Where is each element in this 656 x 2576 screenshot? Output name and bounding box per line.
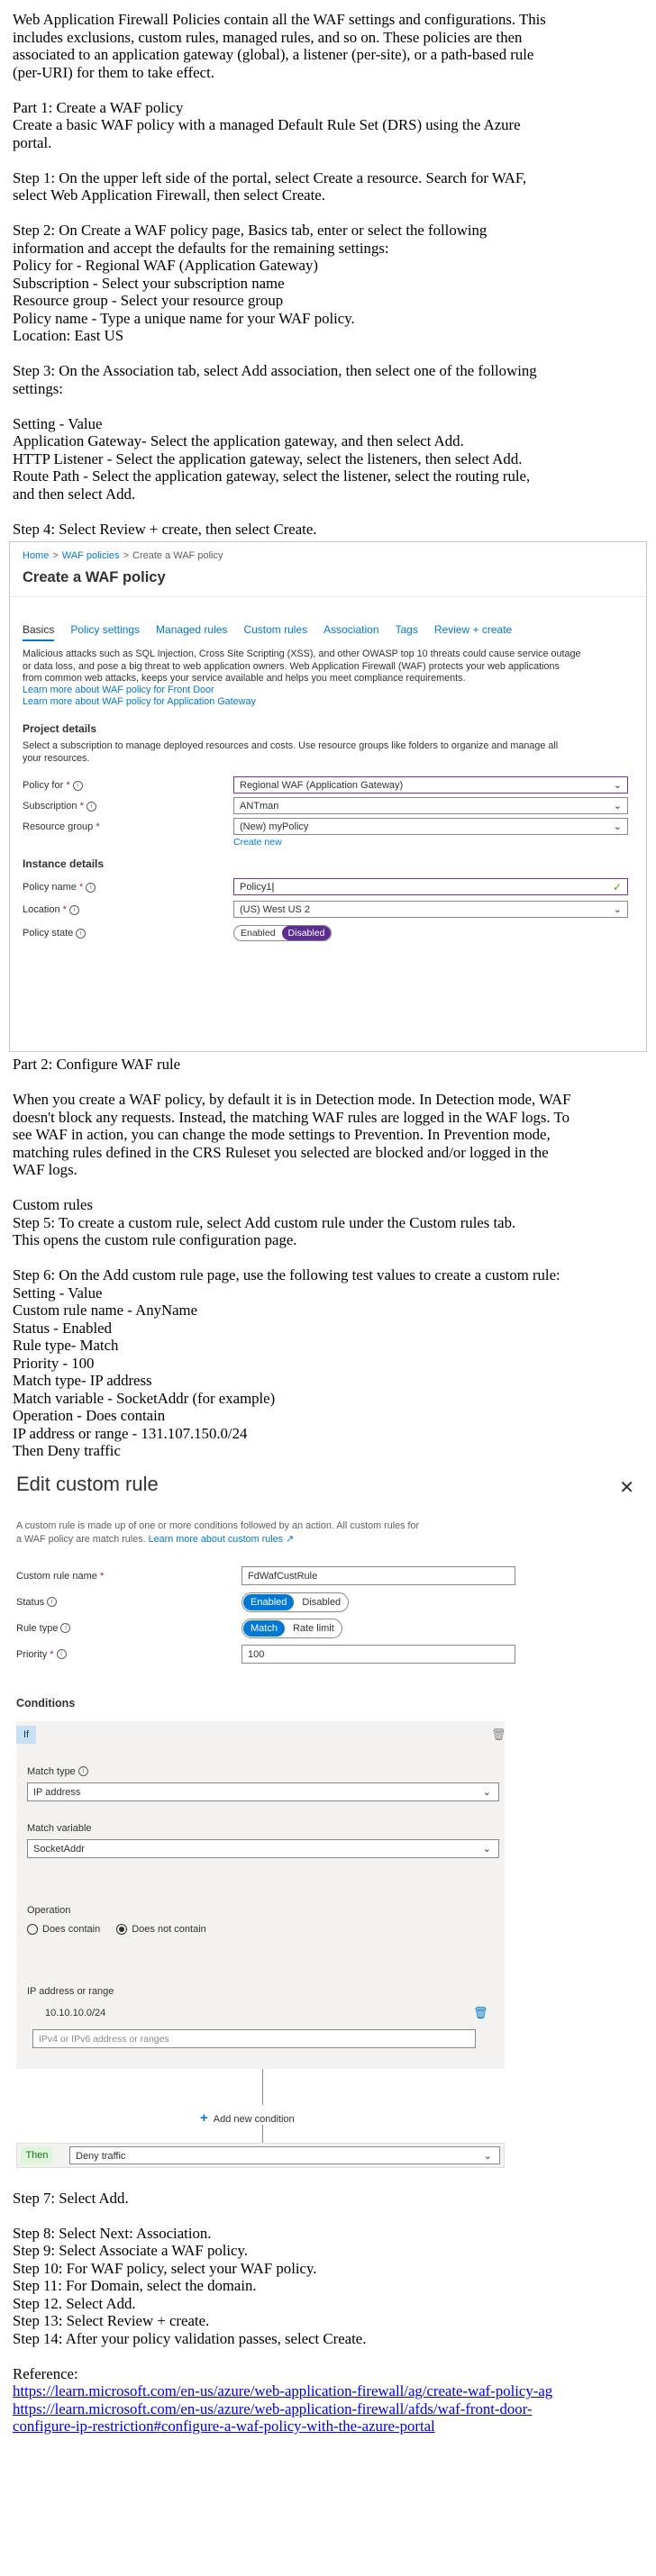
- then-action-value: Deny traffic: [76, 2150, 126, 2162]
- operation-radio-group: [27, 1924, 206, 1935]
- step2-line: Step 2: On Create a WAF policy page, Basics tab, enter or select the following: [13, 222, 487, 239]
- link-front-door[interactable]: Learn more about WAF policy for Front Door: [23, 685, 214, 695]
- step6-line: Match variable - SocketAddr (for example): [13, 1389, 276, 1407]
- subscription-label: Subscription * i: [23, 801, 96, 812]
- step2-line: Subscription - Select your subscription name: [13, 274, 285, 292]
- breadcrumb-current: Create a WAF policy: [132, 550, 223, 561]
- chevron-down-icon: ⌄: [613, 801, 622, 812]
- policy-state-toggle[interactable]: [233, 925, 332, 941]
- intro-line: (per-URI) for them to take effect.: [13, 63, 214, 81]
- info-icon: i: [73, 781, 83, 791]
- intro-line: Web Application Firewall Policies contain all the WAF settings and configurations. This: [13, 11, 546, 28]
- step3-setting: and then select Add.: [13, 485, 136, 503]
- info-icon: i: [76, 929, 86, 939]
- step3-setting: Application Gateway- Select the application gateway, and then select Add.: [13, 432, 464, 449]
- description-line: or data loss, and pose a big threat to web application owners. Web Application Firewall (WAF) protects your web applications: [23, 660, 560, 672]
- rule-type-label: Rule type i: [16, 1623, 70, 1634]
- custom-rules-line: Step 5: To create a custom rule, select Add custom rule under the Custom rules tab.: [13, 1213, 516, 1231]
- part2-section: [0, 1052, 656, 1460]
- panel-description: [16, 1519, 611, 1547]
- add-condition-button[interactable]: [200, 2110, 295, 2126]
- policy-name-label: Policy name * i: [23, 882, 96, 893]
- rule-name-input[interactable]: FdWafCustRule: [241, 1566, 515, 1585]
- chevron-down-icon: ⌄: [613, 821, 622, 832]
- info-icon: i: [78, 1766, 88, 1776]
- create-new-link[interactable]: Create new: [233, 837, 282, 848]
- step6-line: Step 6: On the Add custom rule page, use the following test values to create a custom rule:: [13, 1266, 560, 1283]
- page-title: Create a WAF policy: [23, 569, 166, 585]
- edit-custom-rule-screenshot: [9, 1465, 647, 2069]
- step6-line: Custom rule name - AnyName: [13, 1302, 198, 1319]
- location-label: Location * i: [23, 904, 79, 915]
- plus-icon: +: [200, 2109, 208, 2126]
- add-condition-label: Add new condition: [213, 2113, 295, 2125]
- part2-desc-line: WAF logs.: [13, 1161, 77, 1178]
- status-toggle[interactable]: [241, 1592, 349, 1612]
- step-line: Step 8: Select Next: Association.: [13, 2224, 212, 2242]
- part2-desc-line: see WAF in action, you can change the mode settings to Prevention. In Prevention mode,: [13, 1126, 551, 1143]
- policy-for-select[interactable]: [233, 776, 628, 794]
- step6-line: IP address or range - 131.107.150.0/24: [13, 1424, 248, 1442]
- step3-line: settings:: [13, 379, 63, 397]
- step-line: Step 9: Select Associate a WAF policy.: [13, 2242, 249, 2259]
- resource-group-select[interactable]: [233, 818, 628, 835]
- step6-line: Status - Enabled: [13, 1319, 112, 1337]
- priority-label: Priority * i: [16, 1649, 67, 1660]
- step6-line: Operation - Does contain: [13, 1407, 166, 1424]
- status-label: Status i: [16, 1597, 57, 1608]
- match-variable-value: SocketAddr: [33, 1843, 85, 1855]
- panel-desc-line: a WAF policy are match rules.: [16, 1533, 146, 1545]
- edit-custom-rule-footer: [9, 2069, 647, 2186]
- match-variable-label: Match variable: [27, 1822, 92, 1834]
- resource-group-value: (New) myPolicy: [240, 821, 309, 832]
- state-disabled-option[interactable]: Disabled: [282, 926, 332, 940]
- description-line: from common web attacks, keeps your service available and helps you meet compliance requirements.: [23, 673, 466, 684]
- chevron-down-icon: ⌄: [483, 2150, 492, 2162]
- match-type-select[interactable]: [27, 1782, 499, 1801]
- policy-name-value: Policy1: [240, 882, 272, 893]
- intro-line: includes exclusions, custom rules, managed rules, and so on. These policies are then: [13, 28, 523, 46]
- close-icon[interactable]: ✕: [619, 1477, 634, 1498]
- panel-desc-line: A custom rule is made up of one or more conditions followed by an action. All custom rules for: [16, 1519, 420, 1531]
- policy-name-input[interactable]: Policy1| ✓: [233, 878, 628, 895]
- step-line: Step 13: Select Review + create.: [13, 2312, 210, 2329]
- part2-desc-line: matching rules defined in the CRS Ruleset you selected are blocked and/or logged in the: [13, 1143, 549, 1161]
- policy-state-label: Policy state i: [23, 928, 86, 939]
- step2-line: Resource group - Select your resource group: [13, 292, 284, 309]
- step3-setting: Route Path - Select the application gateway, select the listener, select the routing rule,: [13, 467, 531, 485]
- ip-range-value: 10.10.10.0/24: [45, 2007, 106, 2018]
- info-icon: i: [69, 905, 79, 915]
- tab-bar: [23, 623, 528, 641]
- part1-heading: Part 1: Create a WAF policy: [13, 98, 184, 116]
- then-tag: Then: [21, 2146, 53, 2164]
- state-enabled-option[interactable]: Enabled: [241, 928, 276, 939]
- ip-range-input[interactable]: IPv4 or IPv6 address or ranges: [32, 2029, 476, 2048]
- status-disabled-option[interactable]: Disabled: [302, 1596, 342, 1608]
- then-action-select[interactable]: [69, 2146, 500, 2164]
- then-box: [16, 2143, 505, 2168]
- step-line: Step 14: After your policy validation passes, select Create.: [13, 2329, 367, 2347]
- chevron-down-icon: ⌄: [613, 904, 622, 915]
- step1-line: Step 1: On the upper left side of the portal, select Create a resource. Search for WAF,: [13, 168, 527, 186]
- project-details-desc: [23, 740, 633, 765]
- part1-line: Create a basic WAF policy with a managed Default Rule Set (DRS) using the Azure: [13, 116, 521, 133]
- step-line: Step 10: For WAF policy, select your WAF policy.: [13, 2259, 317, 2277]
- does-contain-label: Does contain: [42, 1923, 101, 1935]
- project-desc-line: Select a subscription to manage deployed resources and costs. Use resource groups like folders to organize and manage all: [23, 740, 559, 751]
- step6-line: Rule type- Match: [13, 1337, 119, 1354]
- reference-link[interactable]: configure-ip-restriction#configure-a-waf-policy-with-the-azure-portal: [13, 2417, 435, 2435]
- info-icon: i: [87, 802, 96, 812]
- checkmark-icon: ✓: [612, 881, 622, 893]
- intro-line: associated to an application gateway (global), a listener (per-site), or a path-based rule: [13, 46, 534, 63]
- match-variable-select[interactable]: [27, 1839, 499, 1858]
- operation-label: Operation: [27, 1904, 71, 1916]
- final-steps: [0, 2186, 656, 2435]
- step6-line: Match type- IP address: [13, 1372, 152, 1389]
- tab-custom-rules[interactable]: Custom rules: [243, 623, 308, 636]
- step2-line: information and accept the defaults for the remaining settings:: [13, 239, 389, 257]
- step6-line: Then Deny traffic: [13, 1442, 121, 1459]
- reference-label: Reference:: [13, 2364, 78, 2382]
- intro-paragraph: [0, 0, 656, 538]
- tab-policy-settings[interactable]: Policy settings: [70, 623, 141, 636]
- step-line: Step 11: For Domain, select the domain.: [13, 2277, 257, 2294]
- external-link-icon: ↗: [286, 1533, 295, 1545]
- project-desc-line: your resources.: [23, 752, 90, 764]
- breadcrumb-waf-policies[interactable]: WAF policies: [61, 550, 120, 561]
- tab-review-create[interactable]: Review + create: [433, 623, 513, 636]
- breadcrumb-home[interactable]: Home: [23, 550, 50, 561]
- project-details-heading: Project details: [23, 722, 97, 735]
- radio-does-contain[interactable]: [27, 1924, 38, 1935]
- subscription-select[interactable]: [233, 797, 628, 814]
- tab-association[interactable]: Association: [323, 623, 379, 636]
- policy-for-value: Regional WAF (Application Gateway): [240, 780, 404, 791]
- part1-line: portal.: [13, 133, 52, 151]
- reference-link[interactable]: https://learn.microsoft.com/en-us/azure/web-application-firewall/ag/create-waf-policy-ag: [13, 2382, 553, 2399]
- step1-line: select Web Application Firewall, then select Create.: [13, 186, 325, 204]
- rule-type-rate-limit-option[interactable]: Rate limit: [292, 1622, 334, 1634]
- step6-line: Priority - 100: [13, 1354, 95, 1372]
- status-enabled-option[interactable]: Enabled: [243, 1594, 294, 1610]
- description-line: Malicious attacks such as SQL Injection, Cross Site Scripting (XSS), and other OWASP top 10 threats could cause service outage: [23, 649, 581, 659]
- priority-input[interactable]: 100: [241, 1645, 515, 1664]
- match-type-value: IP address: [33, 1786, 81, 1798]
- info-icon: i: [47, 1597, 57, 1607]
- ip-range-label: IP address or range: [27, 1985, 114, 1997]
- step3-line: Step 3: On the Association tab, select Add association, then select one of the following: [13, 362, 537, 379]
- panel-title: Edit custom rule: [16, 1472, 159, 1495]
- resource-group-label: Resource group *: [23, 821, 100, 832]
- waf-description: [23, 649, 633, 685]
- tab-basics[interactable]: Basics: [23, 623, 54, 641]
- step6-line: Setting - Value: [13, 1283, 103, 1302]
- rule-type-toggle[interactable]: [241, 1619, 342, 1638]
- delete-condition-icon[interactable]: 🗑: [491, 1727, 506, 1741]
- chevron-down-icon: ⌄: [482, 1786, 491, 1798]
- step-line: Step 12. Select Add.: [13, 2294, 136, 2312]
- part2-desc-line: When you create a WAF policy, by default it is in Detection mode. In Detection mode, WAF: [13, 1091, 571, 1108]
- conditions-heading: Conditions: [16, 1696, 76, 1710]
- tab-managed-rules[interactable]: Managed rules: [156, 623, 228, 636]
- does-not-contain-label: Does not contain: [132, 1923, 206, 1935]
- custom-rules-line: Custom rules: [13, 1196, 94, 1213]
- chevron-down-icon: ⌄: [482, 1843, 491, 1855]
- link-app-gateway[interactable]: Learn more about WAF policy for Application Gateway: [23, 696, 256, 707]
- step3-setting: HTTP Listener - Select the application gateway, select the listeners, then select Add.: [13, 449, 523, 467]
- reference-link[interactable]: https://learn.microsoft.com/en-us/azure/web-application-firewall/afds/waf-front-door-: [13, 2399, 533, 2417]
- instance-details-heading: Instance details: [23, 857, 105, 870]
- step2-line: Policy name - Type a unique name for your WAF policy.: [13, 309, 355, 327]
- if-tag: If: [16, 1726, 36, 1744]
- location-value: (US) West US 2: [240, 904, 311, 915]
- location-select[interactable]: [233, 901, 628, 918]
- radio-does-not-contain[interactable]: [116, 1924, 127, 1935]
- part2-heading: Part 2: Configure WAF rule: [13, 1056, 181, 1073]
- match-type-label: Match type i: [27, 1766, 88, 1777]
- step4-line: Step 4: Select Review + create, then select Create.: [13, 520, 317, 538]
- learn-more-link[interactable]: Learn more about custom rules: [148, 1533, 284, 1545]
- delete-ip-icon[interactable]: 🗑: [473, 2005, 488, 2019]
- policy-for-label: Policy for * i: [23, 780, 83, 791]
- info-icon: i: [86, 883, 96, 893]
- tab-tags[interactable]: Tags: [395, 623, 418, 636]
- info-icon: i: [60, 1623, 70, 1633]
- custom-rules-line: This opens the custom rule configuration page.: [13, 1231, 297, 1248]
- step2-line: Location: East US: [13, 327, 124, 344]
- create-waf-policy-screenshot: [9, 541, 647, 1052]
- rule-name-label: Custom rule name *: [16, 1570, 105, 1582]
- rule-type-match-option[interactable]: Match: [243, 1620, 285, 1637]
- step3-setting: Setting - Value: [13, 414, 103, 432]
- breadcrumb: Home > WAF policies > Create a WAF policy: [23, 550, 223, 561]
- subscription-value: ANTman: [240, 801, 279, 812]
- info-icon: i: [57, 1649, 67, 1659]
- step2-line: Policy for - Regional WAF (Application Gateway): [13, 257, 318, 274]
- part2-desc-line: doesn't block any requests. Instead, the matching WAF rules are logged in the WAF logs. To: [13, 1108, 569, 1126]
- chevron-down-icon: ⌄: [613, 780, 622, 791]
- step-line: Step 7: Select Add.: [13, 2189, 129, 2207]
